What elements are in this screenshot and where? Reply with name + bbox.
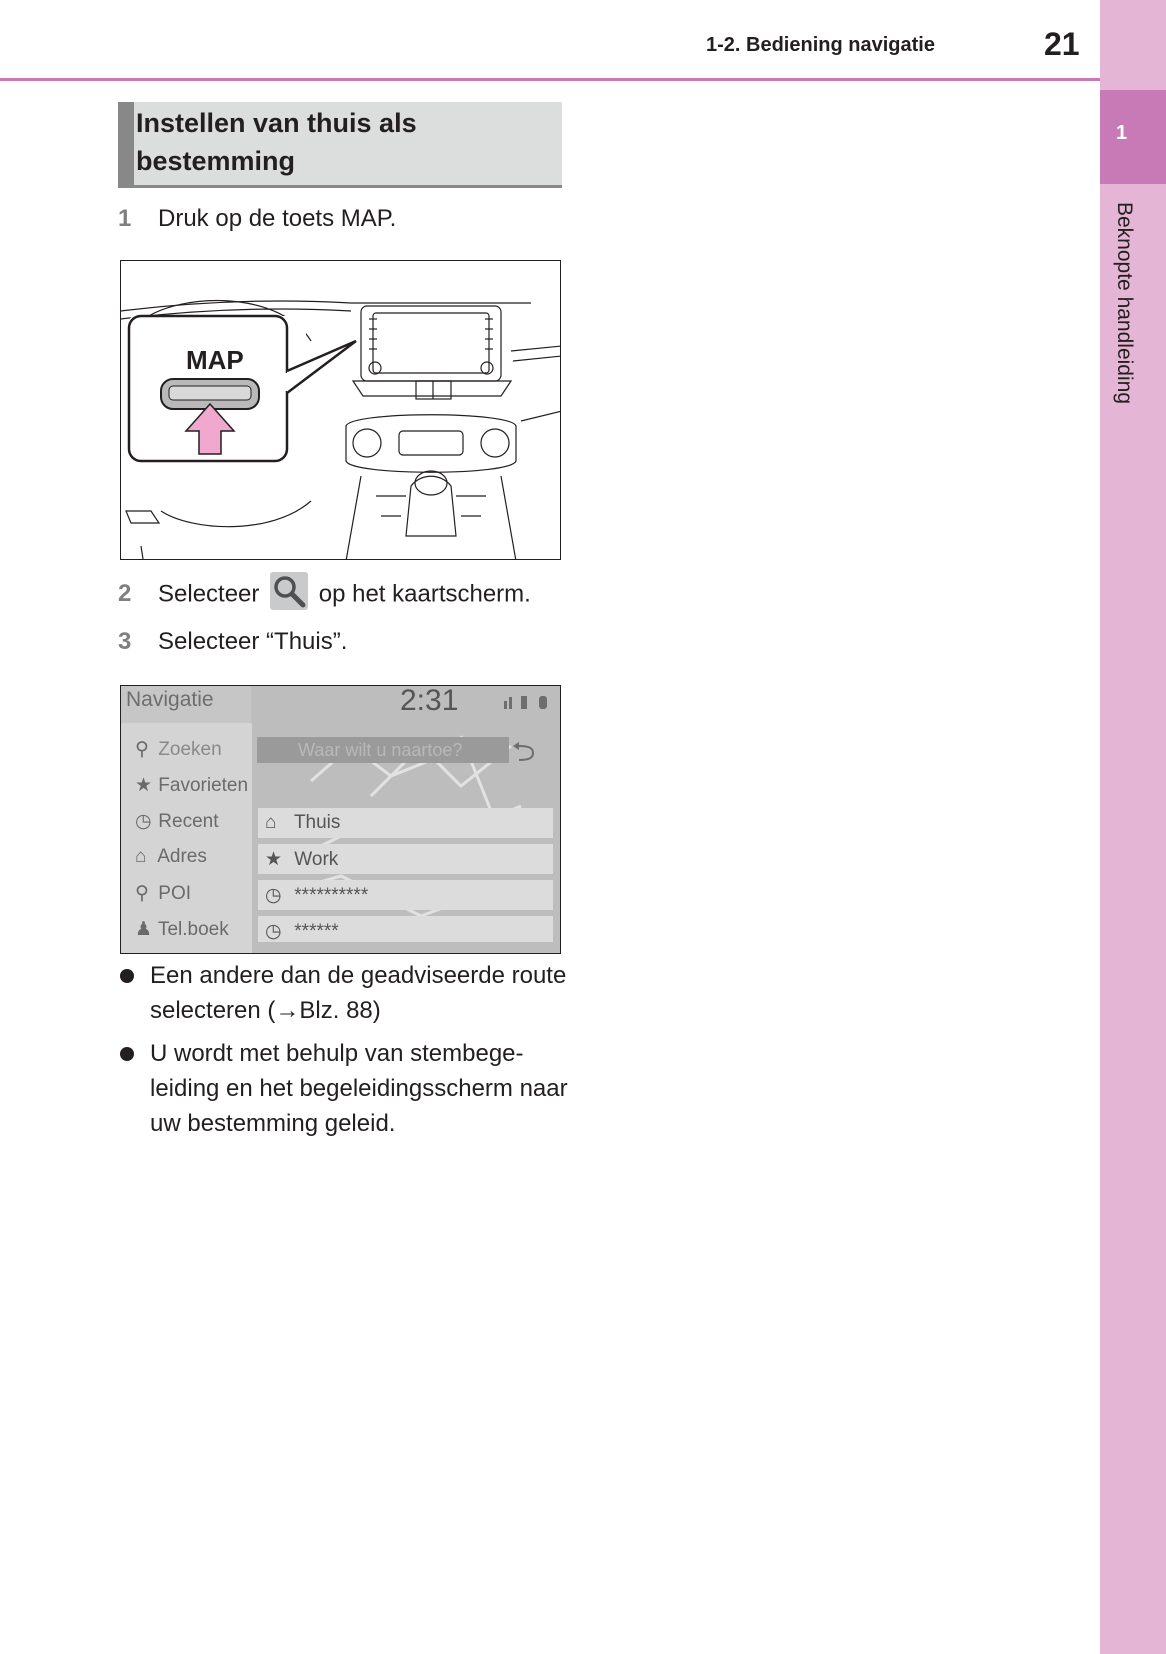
step-number: 2	[118, 580, 132, 607]
header-divider	[0, 78, 1100, 81]
star-icon: ★	[265, 849, 283, 870]
nav-menu-item-telboek[interactable]	[135, 918, 229, 941]
nav-result-recent-2[interactable]	[265, 920, 339, 943]
dashboard-drawing	[121, 261, 561, 560]
step-number: 3	[118, 628, 132, 655]
pin-icon: ⚲	[135, 883, 149, 904]
nav-menu-label: Tel.boek	[157, 919, 229, 940]
nav-menu-item-poi[interactable]	[135, 882, 191, 905]
nav-menu-label: Zoeken	[158, 739, 222, 760]
nav-result-label: ******	[294, 921, 339, 942]
step-number: 1	[118, 205, 132, 232]
nav-result-label: **********	[294, 885, 369, 906]
chapter-label: Beknopte handleiding	[1113, 202, 1136, 405]
nav-menu-label: Favorieten	[158, 775, 249, 796]
star-icon: ★	[135, 775, 153, 796]
search-icon	[270, 572, 308, 610]
nav-result-thuis[interactable]	[265, 812, 340, 834]
dashboard-illustration	[120, 260, 561, 560]
nav-search-placeholder: Waar wilt u naartoe?	[298, 740, 463, 760]
nav-menu-label: POI	[158, 883, 192, 904]
bullet-dot	[120, 969, 134, 983]
nav-screen-title: Navigatie	[126, 688, 214, 711]
bullet-dot	[120, 1047, 134, 1061]
nav-result-work[interactable]	[265, 848, 338, 871]
step-text	[158, 580, 531, 610]
chapter-number: 1	[1116, 122, 1128, 144]
search-icon: ⚲	[135, 739, 149, 760]
map-button-label: MAP	[186, 345, 244, 375]
nav-menu-item-zoeken[interactable]	[135, 738, 222, 761]
nav-menu-label: Adres	[157, 846, 207, 867]
page-number: 21	[1044, 26, 1080, 62]
step-text-before: Selecteer	[158, 580, 260, 608]
person-icon: ♟	[135, 919, 153, 940]
home-icon: ⌂	[265, 812, 277, 833]
nav-result-recent-1[interactable]	[265, 884, 368, 907]
nav-menu-item-adres[interactable]	[135, 846, 207, 868]
nav-result-label: Thuis	[293, 812, 341, 833]
page-heading: Instellen van thuis als bestemming	[136, 108, 417, 176]
nav-result-label: Work	[294, 849, 339, 870]
step-text: Druk op de toets MAP.	[158, 205, 397, 232]
nav-clock: 2:31	[400, 684, 459, 717]
nav-menu-label: Recent	[158, 811, 219, 832]
step-text-after: op het kaartscherm.	[318, 580, 531, 608]
clock-icon: ◷	[265, 885, 282, 906]
bullet-text: Een andere dan de geadviseerde route selecteren (→Blz. 88)	[150, 962, 567, 1024]
nav-menu-item-recent[interactable]	[135, 810, 218, 833]
address-icon: ⌂	[135, 846, 147, 867]
clock-icon: ◷	[265, 921, 282, 942]
step-text: Selecteer “Thuis”.	[158, 628, 348, 655]
section-title: 1-2. Bediening navigatie	[706, 34, 935, 56]
bullet-text: U wordt met behulp van stembege-leiding en het begeleidingsscherm naar uw bestemming geleid.	[150, 1040, 568, 1137]
clock-icon: ◷	[135, 811, 152, 832]
nav-menu-item-favorieten[interactable]	[135, 774, 248, 797]
